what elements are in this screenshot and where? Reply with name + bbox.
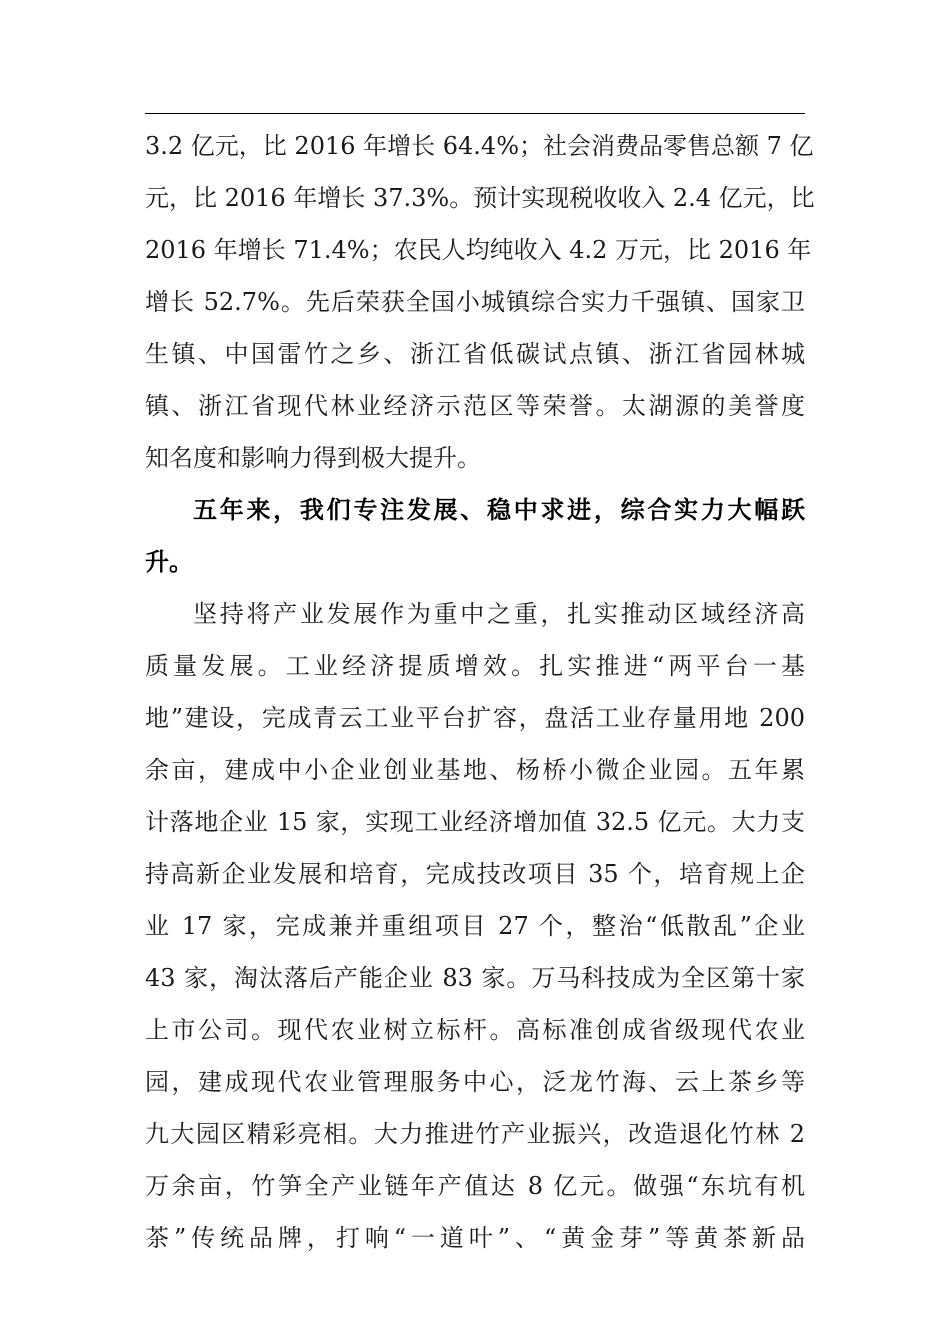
text-line: 增长 52.7%。先后荣获全国小城镇综合实力千强镇、国家卫 xyxy=(145,288,805,316)
text-line: 坚持将产业发展作为重中之重，扎实推动区域经济高 xyxy=(193,600,805,628)
text-line: 持高新企业发展和培育，完成技改项目 35 个，培育规上企 xyxy=(145,860,805,888)
text-line: 余亩，建成中小企业创业基地、杨桥小微企业园。五年累 xyxy=(145,756,805,784)
header-rule xyxy=(145,113,805,114)
text-line: 地”建设，完成青云工业平台扩容，盘活工业存量用地 200 xyxy=(145,704,805,732)
section-heading: 升。 xyxy=(145,548,193,576)
document-body xyxy=(145,124,815,1268)
text-line: 质量发展。工业经济提质增效。扎实推进“两平台一基 xyxy=(145,652,805,680)
section-heading: 五年来，我们专注发展、稳中求进，综合实力大幅跃 xyxy=(193,496,805,524)
text-line: 园，建成现代农业管理服务中心，泛龙竹海、云上茶乡等 xyxy=(145,1068,805,1096)
text-line: 万余亩，竹笋全产业链年产值达 8 亿元。做强“东坑有机 xyxy=(145,1172,805,1200)
text-line: 上市公司。现代农业树立标杆。高标准创成省级现代农业 xyxy=(145,1016,805,1044)
text-line: 茶”传统品牌，打响“一道叶”、“黄金芽”等黄茶新品 xyxy=(145,1224,805,1252)
text-line: 镇、浙江省现代林业经济示范区等荣誉。太湖源的美誉度 xyxy=(145,392,805,420)
text-line: 计落地企业 15 家，实现工业经济增加值 32.5 亿元。大力支 xyxy=(145,808,805,836)
text-line: 九大园区精彩亮相。大力推进竹产业振兴，改造退化竹林 2 xyxy=(145,1120,805,1148)
text-line: 3.2 亿元，比 2016 年增长 64.4%；社会消费品零售总额 7 亿 xyxy=(145,132,814,160)
text-line: 43 家，淘汰落后产能企业 83 家。万马科技成为全区第十家 xyxy=(145,964,805,992)
text-line: 2016 年增长 71.4%；农民人均纯收入 4.2 万元，比 2016 年 xyxy=(145,236,812,264)
text-line: 知名度和影响力得到极大提升。 xyxy=(145,444,481,472)
text-line: 生镇、中国雷竹之乡、浙江省低碳试点镇、浙江省园林城 xyxy=(145,340,805,368)
text-line: 业 17 家，完成兼并重组项目 27 个，整治“低散乱”企业 xyxy=(145,912,805,940)
text-line: 元，比 2016 年增长 37.3%。预计实现税收收入 2.4 亿元，比 xyxy=(145,184,815,212)
